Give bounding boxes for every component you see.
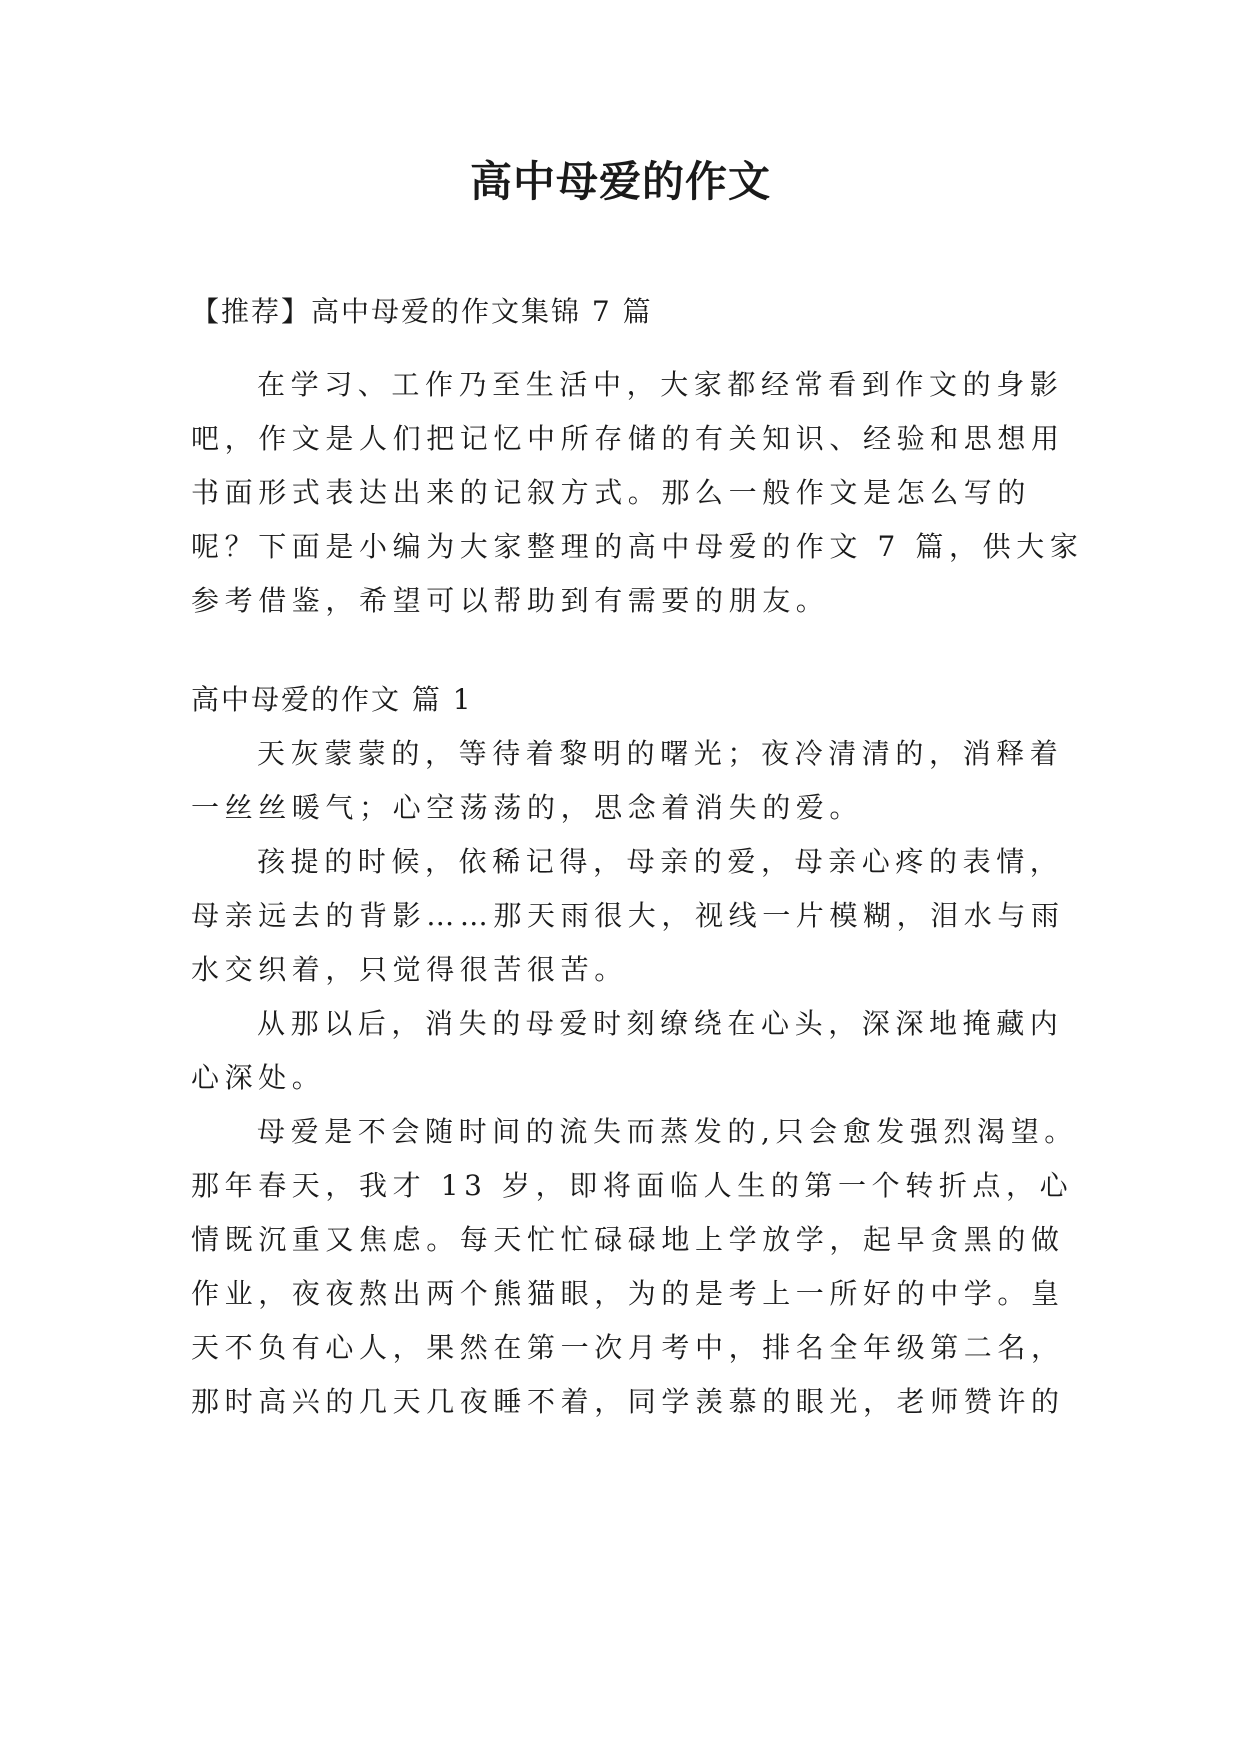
body-line: 作业，夜夜熬出两个熊猫眼，为的是考上一所好的中学。皇: [191, 1277, 1065, 1310]
body-line: 一丝丝暖气；心空荡荡的，思念着消失的爱。: [191, 791, 864, 824]
body-line: 母亲远去的背影……那天雨很大，视线一片模糊，泪水与雨: [191, 899, 1065, 932]
body-line: 母爱是不会随时间的流失而蒸发的,只会愈发强烈渴望。: [257, 1115, 1078, 1148]
body-line: 孩提的时候，依稀记得，母亲的爱，母亲心疼的表情，: [257, 845, 1064, 878]
intro-line: 呢？下面是小编为大家整理的高中母爱的作文 7 篇，供大家: [191, 530, 1084, 563]
intro-line: 书面形式表达出来的记叙方式。那么一般作文是怎么写的: [191, 476, 1032, 509]
body-line: 情既沉重又焦虑。每天忙忙碌碌地上学放学，起早贪黑的做: [191, 1223, 1065, 1256]
body-line: 天不负有心人，果然在第一次月考中，排名全年级第二名，: [191, 1331, 1065, 1364]
document-subtitle: 【推荐】高中母爱的作文集锦 7 篇: [191, 295, 653, 328]
body-line: 天灰蒙蒙的，等待着黎明的曙光；夜冷清清的，消释着: [257, 737, 1064, 770]
document-title: 高中母爱的作文: [469, 157, 771, 206]
body-line: 那时高兴的几天几夜睡不着，同学羡慕的眼光，老师赞许的: [191, 1385, 1065, 1418]
intro-line: 在学习、工作乃至生活中，大家都经常看到作文的身影: [257, 368, 1064, 401]
intro-line: 吧，作文是人们把记忆中所存储的有关知识、经验和思想用: [191, 422, 1065, 455]
body-line: 那年春天，我才 13 岁，即将面临人生的第一个转折点，心: [191, 1169, 1074, 1202]
intro-line: 参考借鉴，希望可以帮助到有需要的朋友。: [191, 584, 830, 617]
body-line: 从那以后，消失的母爱时刻缭绕在心头，深深地掩藏内: [257, 1007, 1064, 1040]
body-line: 心深处。: [191, 1061, 326, 1094]
body-line: 水交织着，只觉得很苦很苦。: [191, 953, 628, 986]
section-heading: 高中母爱的作文 篇 1: [191, 683, 473, 716]
